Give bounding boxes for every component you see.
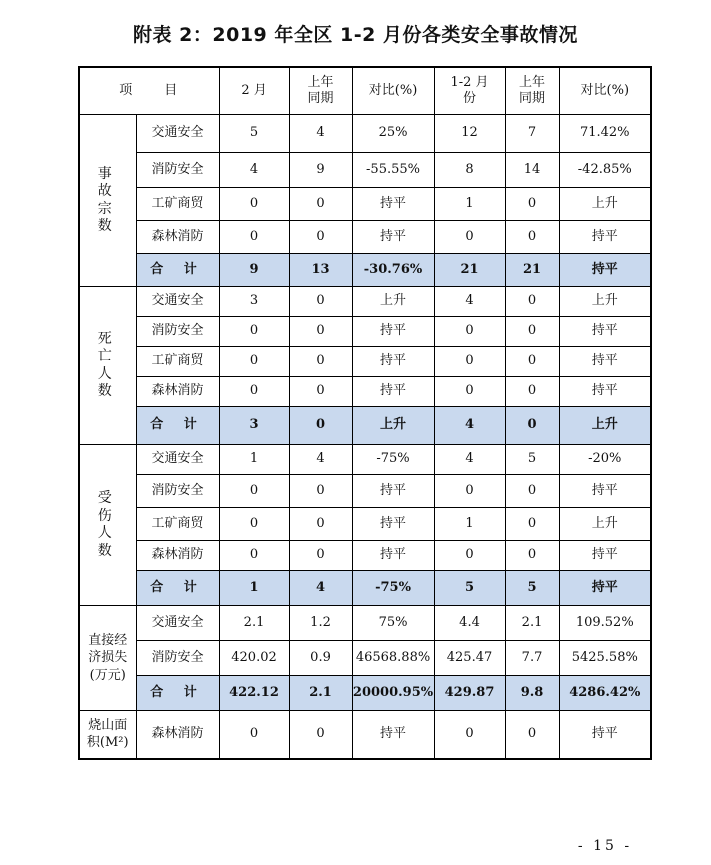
cell-last-year-1: 4 bbox=[289, 115, 352, 153]
table-row bbox=[79, 445, 651, 475]
cell-ratio-2: 上升 bbox=[559, 188, 651, 221]
cell-ratio-2: 5425.58% bbox=[559, 641, 651, 676]
table-row bbox=[79, 641, 651, 676]
cell-last-year-1: 9 bbox=[289, 153, 352, 188]
table-row bbox=[79, 115, 651, 153]
cell-feb: 0 bbox=[219, 221, 289, 254]
cell-ratio-2: -42.85% bbox=[559, 153, 651, 188]
cell-ratio-1: 持平 bbox=[352, 221, 434, 254]
group-label-deaths: 死 亡 人 数 bbox=[79, 287, 136, 445]
cell-last-year-1: 1.2 bbox=[289, 606, 352, 641]
total-row bbox=[79, 676, 651, 711]
row-name: 交通安全 bbox=[136, 115, 219, 153]
cell-feb: 0 bbox=[219, 711, 289, 759]
cell-ratio-1: 46568.88% bbox=[352, 641, 434, 676]
total-row bbox=[79, 571, 651, 606]
cell-jan-feb: 0 bbox=[434, 475, 505, 508]
cell-feb: 1 bbox=[219, 571, 289, 606]
cell-feb: 9 bbox=[219, 254, 289, 287]
cell-ratio-1: 上升 bbox=[352, 287, 434, 317]
cell-feb: 1 bbox=[219, 445, 289, 475]
cell-ratio-2: 持平 bbox=[559, 254, 651, 287]
cell-ratio-2: 持平 bbox=[559, 475, 651, 508]
table-row bbox=[79, 508, 651, 541]
safety-accident-table bbox=[78, 66, 652, 760]
cell-ratio-2: 上升 bbox=[559, 407, 651, 445]
cell-last-year-2: 0 bbox=[505, 221, 559, 254]
group-label-injuries: 受伤 人数 bbox=[79, 445, 136, 606]
cell-feb: 0 bbox=[219, 317, 289, 347]
table-header-row bbox=[79, 67, 651, 115]
cell-jan-feb: 4 bbox=[434, 407, 505, 445]
header-item: 项 目 bbox=[79, 67, 219, 115]
cell-last-year-2: 0 bbox=[505, 287, 559, 317]
cell-last-year-2: 0 bbox=[505, 711, 559, 759]
row-name: 森林消防 bbox=[136, 711, 219, 759]
cell-ratio-1: 持平 bbox=[352, 475, 434, 508]
cell-last-year-2: 2.1 bbox=[505, 606, 559, 641]
row-name: 森林消防 bbox=[136, 221, 219, 254]
cell-feb: 0 bbox=[219, 377, 289, 407]
cell-feb: 2.1 bbox=[219, 606, 289, 641]
cell-last-year-2: 5 bbox=[505, 571, 559, 606]
header-ratio-1: 对比(%) bbox=[352, 67, 434, 115]
table-row bbox=[79, 606, 651, 641]
cell-last-year-2: 0 bbox=[505, 347, 559, 377]
total-label: 合 计 bbox=[136, 676, 219, 711]
table-row bbox=[79, 711, 651, 759]
cell-last-year-2: 5 bbox=[505, 445, 559, 475]
cell-ratio-2: 持平 bbox=[559, 317, 651, 347]
cell-jan-feb: 0 bbox=[434, 541, 505, 571]
cell-jan-feb: 0 bbox=[434, 377, 505, 407]
group-label-economic-loss: 直接经济损失(万元) bbox=[79, 606, 136, 711]
table-row bbox=[79, 347, 651, 377]
page-number: - 15 - bbox=[577, 838, 633, 854]
group-label-accidents: 事 故 宗 数 bbox=[79, 115, 136, 287]
total-label: 合 计 bbox=[136, 571, 219, 606]
cell-jan-feb: 1 bbox=[434, 188, 505, 221]
cell-feb: 5 bbox=[219, 115, 289, 153]
table-row bbox=[79, 475, 651, 508]
cell-ratio-1: 持平 bbox=[352, 377, 434, 407]
cell-last-year-1: 0.9 bbox=[289, 641, 352, 676]
cell-last-year-2: 0 bbox=[505, 508, 559, 541]
cell-jan-feb: 429.87 bbox=[434, 676, 505, 711]
cell-last-year-1: 0 bbox=[289, 377, 352, 407]
row-name: 消防安全 bbox=[136, 317, 219, 347]
cell-last-year-1: 0 bbox=[289, 287, 352, 317]
cell-jan-feb: 12 bbox=[434, 115, 505, 153]
cell-jan-feb: 4 bbox=[434, 287, 505, 317]
total-label: 合 计 bbox=[136, 407, 219, 445]
cell-last-year-2: 9.8 bbox=[505, 676, 559, 711]
cell-jan-feb: 425.47 bbox=[434, 641, 505, 676]
cell-feb: 0 bbox=[219, 541, 289, 571]
row-name: 消防安全 bbox=[136, 153, 219, 188]
cell-ratio-1: 上升 bbox=[352, 407, 434, 445]
total-row bbox=[79, 254, 651, 287]
cell-ratio-2: 持平 bbox=[559, 711, 651, 759]
cell-feb: 0 bbox=[219, 508, 289, 541]
cell-last-year-1: 0 bbox=[289, 711, 352, 759]
cell-jan-feb: 0 bbox=[434, 221, 505, 254]
cell-last-year-2: 7.7 bbox=[505, 641, 559, 676]
cell-feb: 420.02 bbox=[219, 641, 289, 676]
row-name: 工矿商贸 bbox=[136, 508, 219, 541]
cell-last-year-1: 13 bbox=[289, 254, 352, 287]
cell-last-year-1: 4 bbox=[289, 445, 352, 475]
header-ratio-2: 对比(%) bbox=[559, 67, 651, 115]
table-row bbox=[79, 153, 651, 188]
cell-jan-feb: 0 bbox=[434, 347, 505, 377]
cell-last-year-1: 0 bbox=[289, 221, 352, 254]
row-name: 交通安全 bbox=[136, 287, 219, 317]
cell-last-year-1: 4 bbox=[289, 571, 352, 606]
row-name: 工矿商贸 bbox=[136, 188, 219, 221]
cell-jan-feb: 4.4 bbox=[434, 606, 505, 641]
cell-ratio-2: 上升 bbox=[559, 287, 651, 317]
table-row bbox=[79, 287, 651, 317]
cell-ratio-1: 持平 bbox=[352, 711, 434, 759]
header-same-period-2: 上年同期 bbox=[505, 67, 559, 115]
cell-ratio-1: -75% bbox=[352, 571, 434, 606]
cell-feb: 4 bbox=[219, 153, 289, 188]
cell-last-year-2: 0 bbox=[505, 541, 559, 571]
cell-feb: 3 bbox=[219, 287, 289, 317]
cell-ratio-1: 25% bbox=[352, 115, 434, 153]
cell-jan-feb: 21 bbox=[434, 254, 505, 287]
cell-last-year-2: 21 bbox=[505, 254, 559, 287]
page-title: 附表 2：2019 年全区 1-2 月份各类安全事故情况 bbox=[133, 24, 578, 46]
row-name: 消防安全 bbox=[136, 641, 219, 676]
cell-last-year-2: 0 bbox=[505, 407, 559, 445]
row-name: 交通安全 bbox=[136, 606, 219, 641]
cell-ratio-2: 持平 bbox=[559, 377, 651, 407]
cell-last-year-2: 0 bbox=[505, 317, 559, 347]
cell-last-year-1: 0 bbox=[289, 541, 352, 571]
total-label: 合 计 bbox=[136, 254, 219, 287]
table-row bbox=[79, 221, 651, 254]
cell-ratio-1: -55.55% bbox=[352, 153, 434, 188]
cell-last-year-1: 0 bbox=[289, 508, 352, 541]
cell-feb: 0 bbox=[219, 347, 289, 377]
header-jan-feb: 1-2 月份 bbox=[434, 67, 505, 115]
row-name: 消防安全 bbox=[136, 475, 219, 508]
header-same-period-1: 上年同期 bbox=[289, 67, 352, 115]
header-feb: 2 月 bbox=[219, 67, 289, 115]
cell-last-year-1: 0 bbox=[289, 317, 352, 347]
cell-ratio-2: 持平 bbox=[559, 221, 651, 254]
table-row bbox=[79, 317, 651, 347]
cell-ratio-1: -75% bbox=[352, 445, 434, 475]
cell-ratio-2: 持平 bbox=[559, 541, 651, 571]
cell-last-year-2: 7 bbox=[505, 115, 559, 153]
cell-feb: 3 bbox=[219, 407, 289, 445]
cell-last-year-1: 0 bbox=[289, 188, 352, 221]
cell-last-year-1: 0 bbox=[289, 407, 352, 445]
cell-last-year-1: 0 bbox=[289, 347, 352, 377]
cell-ratio-1: 持平 bbox=[352, 188, 434, 221]
cell-jan-feb: 4 bbox=[434, 445, 505, 475]
cell-ratio-1: 持平 bbox=[352, 541, 434, 571]
row-name: 森林消防 bbox=[136, 377, 219, 407]
cell-last-year-1: 0 bbox=[289, 475, 352, 508]
cell-jan-feb: 8 bbox=[434, 153, 505, 188]
table-row bbox=[79, 541, 651, 571]
row-name: 森林消防 bbox=[136, 541, 219, 571]
cell-ratio-2: 109.52% bbox=[559, 606, 651, 641]
cell-ratio-1: 持平 bbox=[352, 347, 434, 377]
cell-last-year-2: 0 bbox=[505, 475, 559, 508]
cell-ratio-1: -30.76% bbox=[352, 254, 434, 287]
cell-jan-feb: 0 bbox=[434, 711, 505, 759]
cell-feb: 0 bbox=[219, 188, 289, 221]
row-name: 交通安全 bbox=[136, 445, 219, 475]
cell-ratio-1: 持平 bbox=[352, 317, 434, 347]
cell-ratio-1: 20000.95% bbox=[352, 676, 434, 711]
cell-feb: 422.12 bbox=[219, 676, 289, 711]
total-row bbox=[79, 407, 651, 445]
cell-feb: 0 bbox=[219, 475, 289, 508]
row-name: 工矿商贸 bbox=[136, 347, 219, 377]
cell-ratio-2: 持平 bbox=[559, 347, 651, 377]
cell-last-year-2: 0 bbox=[505, 188, 559, 221]
cell-jan-feb: 0 bbox=[434, 317, 505, 347]
group-label-burned-area: 烧山面积(M²) bbox=[79, 711, 136, 759]
cell-ratio-2: 持平 bbox=[559, 571, 651, 606]
cell-last-year-2: 0 bbox=[505, 377, 559, 407]
cell-ratio-2: -20% bbox=[559, 445, 651, 475]
table-row bbox=[79, 377, 651, 407]
cell-ratio-2: 4286.42% bbox=[559, 676, 651, 711]
cell-ratio-2: 71.42% bbox=[559, 115, 651, 153]
cell-ratio-2: 上升 bbox=[559, 508, 651, 541]
table-row bbox=[79, 188, 651, 221]
cell-jan-feb: 5 bbox=[434, 571, 505, 606]
cell-jan-feb: 1 bbox=[434, 508, 505, 541]
cell-last-year-2: 14 bbox=[505, 153, 559, 188]
cell-ratio-1: 75% bbox=[352, 606, 434, 641]
cell-last-year-1: 2.1 bbox=[289, 676, 352, 711]
cell-ratio-1: 持平 bbox=[352, 508, 434, 541]
